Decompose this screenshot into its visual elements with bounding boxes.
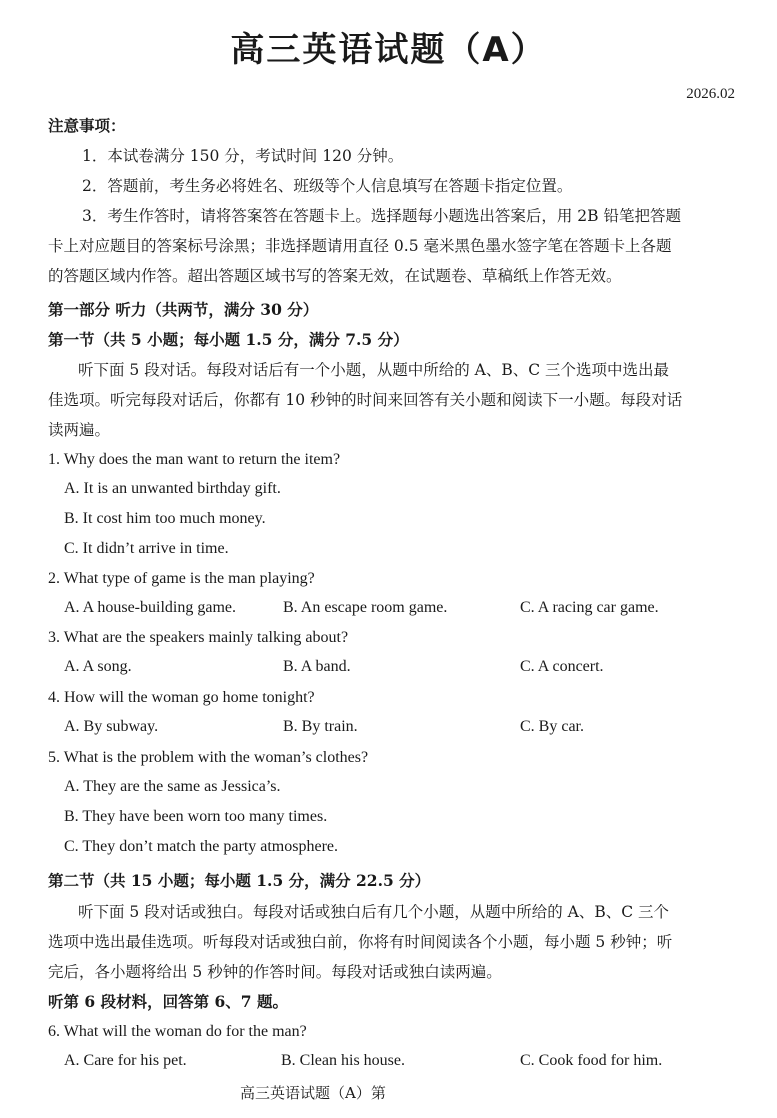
section1-instructions-cont: 读两遍。 [48,421,111,439]
question-stem: 5. What is the problem with the woman’s clothes? [48,749,369,766]
page-title: 高三英语试题（A） [230,30,547,70]
section1-instructions-cont: 佳选项。听完每段对话后，你都有 10 秒钟的时间来回答有关小题和阅读下一小题。每段对话 [48,391,683,409]
exam-date: 2026.02 [686,86,735,102]
notice-item-3-cont: 的答题区域内作答。超出答题区域书写的答案无效，在试题卷、草稿纸上作答无效。 [48,267,622,285]
question-option-c: C. It didn’t arrive in time. [64,540,229,557]
question-option-b: B. An escape room game. [283,599,448,616]
section1-instructions: 听下面 5 段对话。每段对话后有一个小题，从题中所给的 A、B、C 三个选项中选出最 [78,361,670,379]
question-option-c: C. A racing car game. [520,599,659,616]
question-option-a: A. Care for his pet. [64,1052,187,1069]
notice-item-2: 2．答题前，考生务必将姓名、班级等个人信息填写在答题卡指定位置。 [82,177,573,195]
notice-heading: 注意事项： [48,116,126,135]
question-stem: 1. Why does the man want to return the item? [48,451,341,468]
page-footer: 高三英语试题（A）第 [240,1084,386,1102]
question-option-b: B. By train. [283,718,358,735]
section2-instructions-cont: 完后，各小题将给出 5 秒钟的作答时间。每段对话或独白读两遍。 [48,963,502,981]
section2-heading: 第二节（共 15 小题；每小题 1.5 分，满分 22.5 分） [48,871,431,890]
question-option-a: A. A song. [64,658,132,675]
question-option-b: B. It cost him too much money. [64,510,266,527]
question-option-a: A. A house-building game. [64,599,236,616]
notice-item-1: 1．本试卷满分 150 分，考试时间 120 分钟。 [82,147,404,165]
material-6-heading: 听第 6 段材料，回答第 6、7 题。 [48,992,288,1011]
section1-heading: 第一节（共 5 小题；每小题 1.5 分，满分 7.5 分） [48,330,409,349]
part1-heading: 第一部分 听力（共两节，满分 30 分） [48,300,319,319]
question-option-a: A. It is an unwanted birthday gift. [64,480,281,497]
question-option-c: C. A concert. [520,658,604,675]
question-stem: 3. What are the speakers mainly talking about? [48,629,349,646]
notice-item-3-cont: 卡上对应题目的答案标号涂黑；非选择题请用直径 0.5 毫米黑色墨水签字笔在答题卡上各题 [48,237,672,255]
section2-instructions-cont: 选项中选出最佳选项。听每段对话或独白前，你将有时间阅读各个小题，每小题 5 秒钟；听 [48,933,673,951]
notice-item-3: 3．考生作答时，请将答案答在答题卡上。选择题每小题选出答案后，用 2B 铅笔把答题 [82,207,681,225]
question-option-a: A. They are the same as Jessica’s. [64,778,281,795]
question-stem: 2. What type of game is the man playing? [48,570,315,587]
question-option-a: A. By subway. [64,718,159,735]
question-option-c: C. By car. [520,718,584,735]
question-stem: 6. What will the woman do for the man? [48,1023,307,1040]
question-stem: 4. How will the woman go home tonight? [48,689,315,706]
question-option-b: B. Clean his house. [281,1052,405,1069]
question-option-c: C. Cook food for him. [520,1052,663,1069]
section2-instructions: 听下面 5 段对话或独白。每段对话或独白后有几个小题，从题中所给的 A、B、C 三个 [78,903,670,921]
question-option-c: C. They don’t match the party atmosphere. [64,838,339,855]
question-option-b: B. They have been worn too many times. [64,808,328,825]
question-option-b: B. A band. [283,658,351,675]
